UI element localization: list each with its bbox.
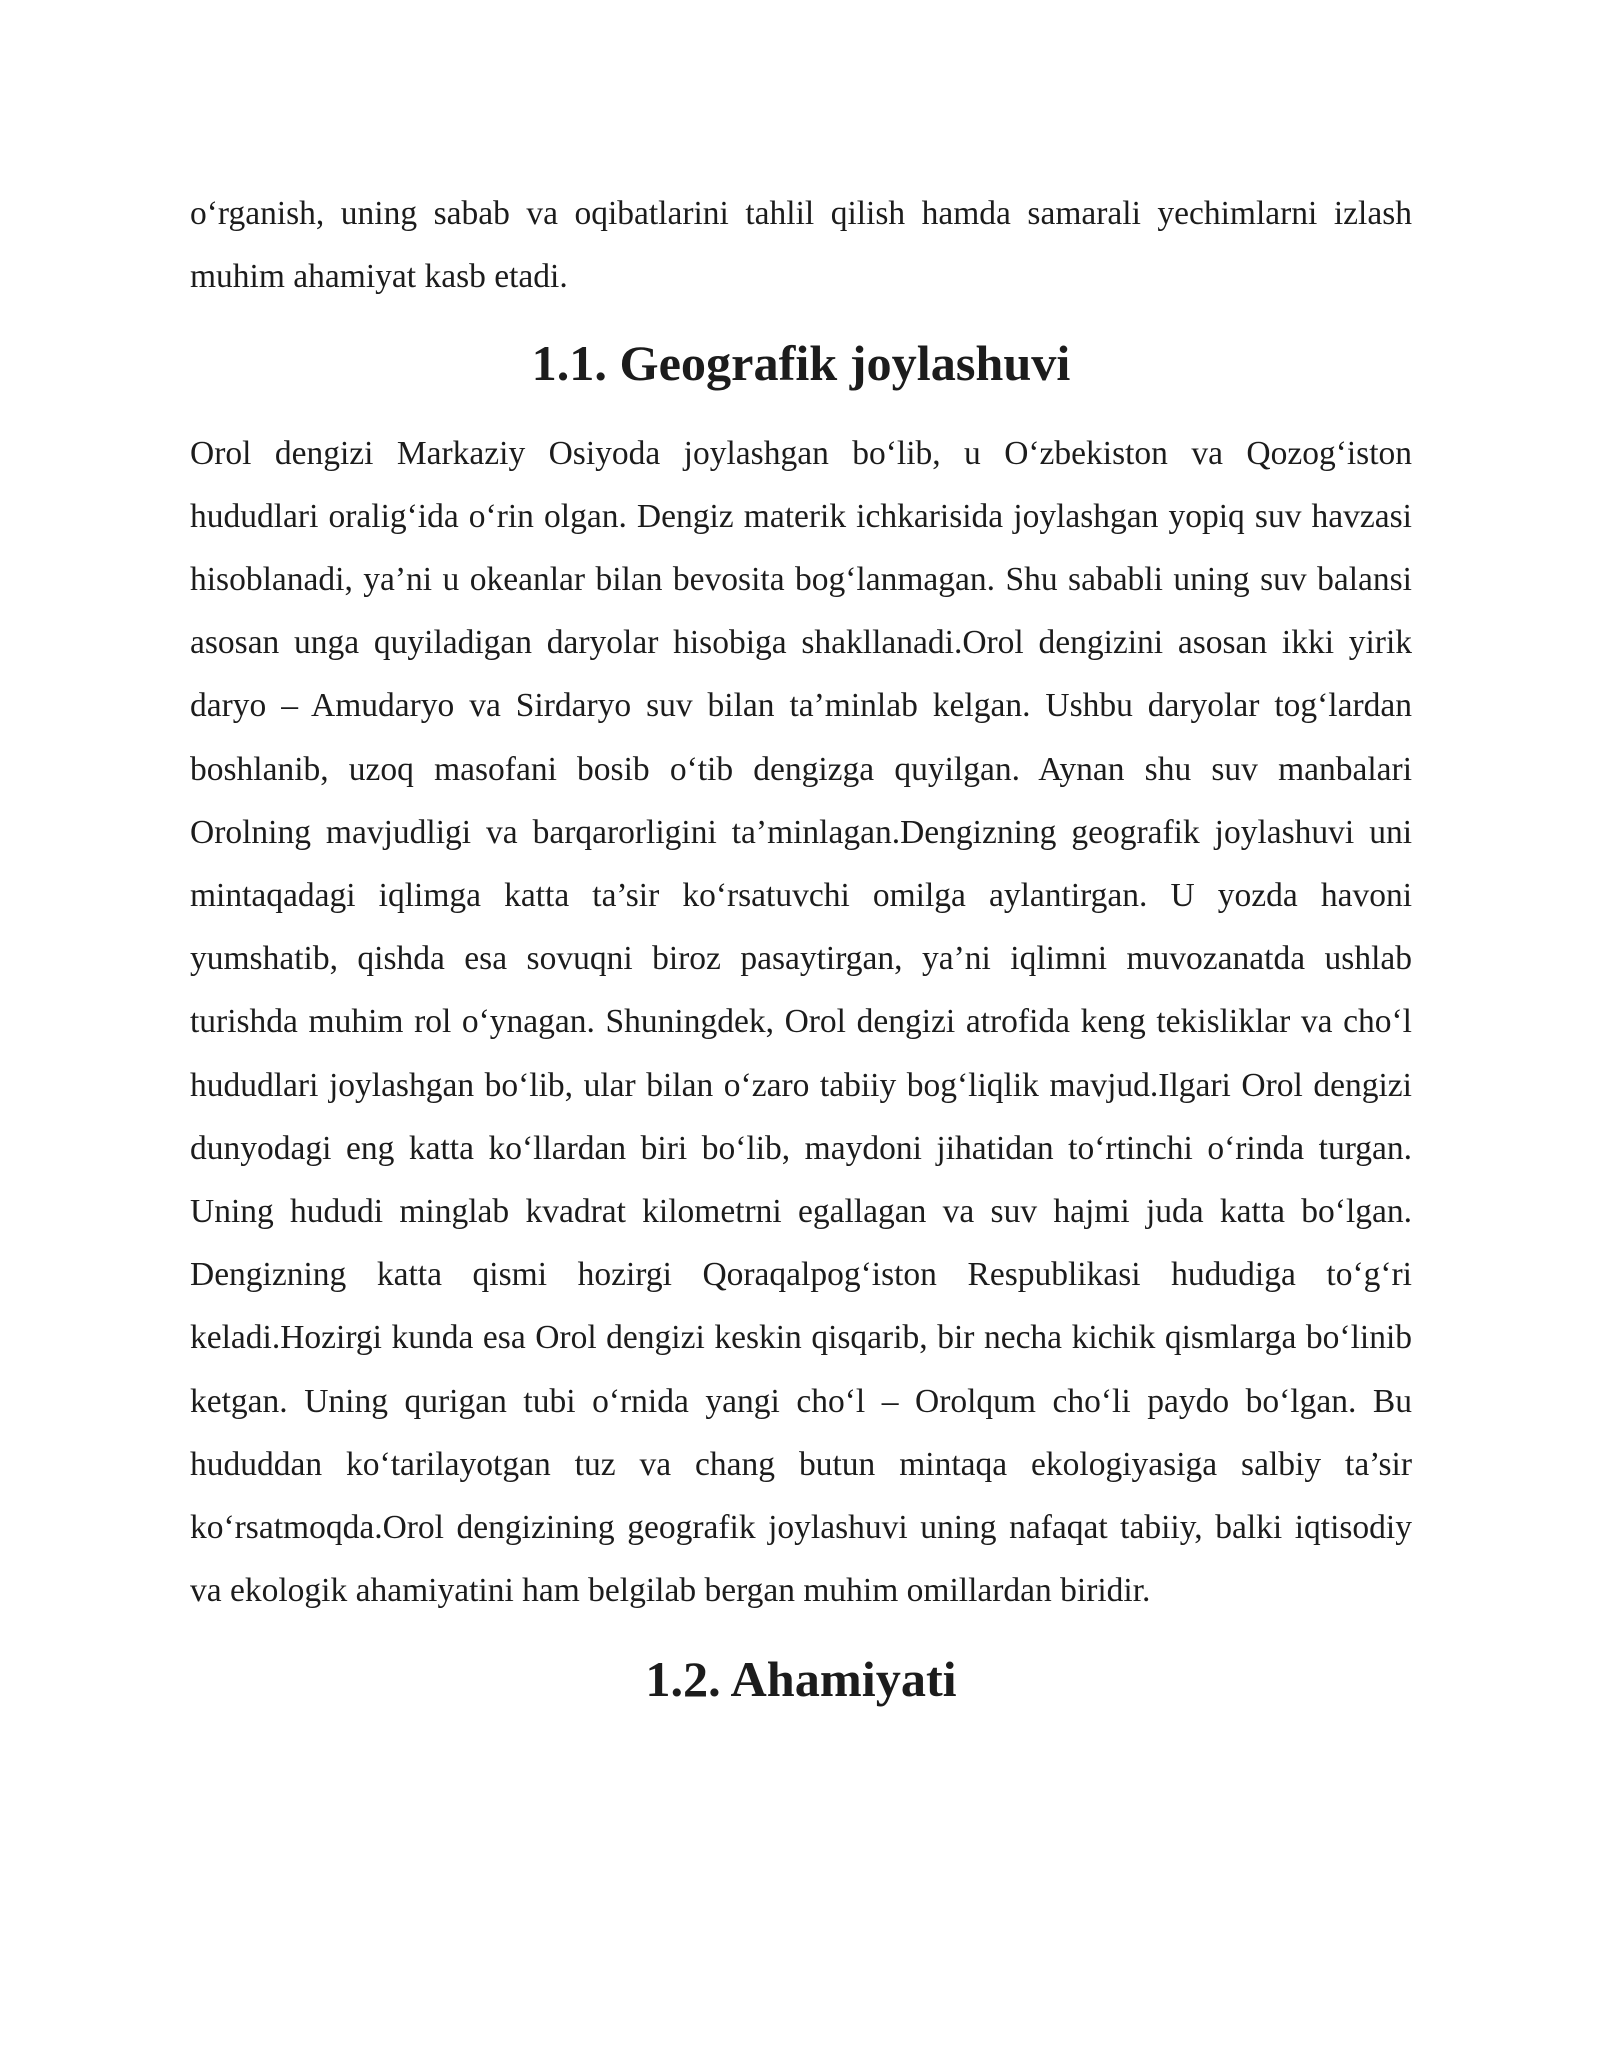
intro-paragraph: o‘rganish, uning sabab va oqibatlarini tahlil qilish hamda samarali yechimlarni izlash muhim ahamiyat kasb etadi. [190,195,1412,296]
geografik-joylashuvi-paragraph: Orol dengizi Markaziy Osiyoda joylashgan bo‘lib, u O‘zbekiston va Qozog‘iston hududlari oralig‘ida o‘rin olgan. Dengiz materik ichkarisida joylashgan yopiq suv havzasi hisoblanadi, ya’ni u okeanlar bilan bevosita bog‘lanmagan. Shu sababli uning suv balansi asosan unga quyiladigan daryolar hisobiga shakllanadi.Orol dengizini asosan ikki yirik daryo – Amudaryo va Sirdaryo suv bilan ta’minlab kelgan. Ushbu daryolar tog‘lardan boshlanib, uzoq masofani bosib o‘tib dengizga quyilgan. Aynan shu suv manbalari Orolning mavjudligi va barqarorligini ta’minlagan.Dengizning geografik joylashuvi uni mintaqadagi iqlimga katta ta’sir ko‘rsatuvchi omilga aylantirgan. U yozda havoni yumshatib, qishda esa sovuqni biroz pasaytirgan, ya’ni iqlimni muvozanatda ushlab turishda muhim rol o‘ynagan. Shuningdek, Orol dengizi atrofida keng tekisliklar va cho‘l hududlari joylashgan bo‘lib, ular bilan o‘zaro tabiiy bog‘liqlik mavjud.Ilgari Orol dengizi dunyodagi eng katta ko‘llardan biri bo‘lib, maydoni jihatidan to‘rtinchi o‘rinda turgan. Uning hududi minglab kvadrat kilometrni egallagan va suv hajmi juda katta bo‘lgan. Dengizning katta qismi hozirgi Qoraqalpog‘iston Respublikasi hududiga to‘g‘ri keladi.Hozirgi kunda esa Orol dengizi keskin qisqarib, bir necha kichik qismlarga bo‘linib ketgan. Uning qurigan tubi o‘rnida yangi cho‘l – Orolqum cho‘li paydo bo‘lgan. Bu hududdan ko‘tarilayotgan tuz va chang butun mintaqa ekologiyasiga salbiy ta’sir ko‘rsatmoqda.Orol dengizining geografik joylashuvi uning nafaqat tabiiy, balki iqtisodiy va ekologik ahamiyatini ham belgilab bergan muhim omillardan biridir. [190,434,1412,1610]
section-heading-geografik-joylashuvi: 1.1. Geografik joylashuvi [531,335,1071,392]
section-heading-ahamiyati: 1.2. Ahamiyati [645,1651,957,1708]
document-body [190,182,1412,1712]
